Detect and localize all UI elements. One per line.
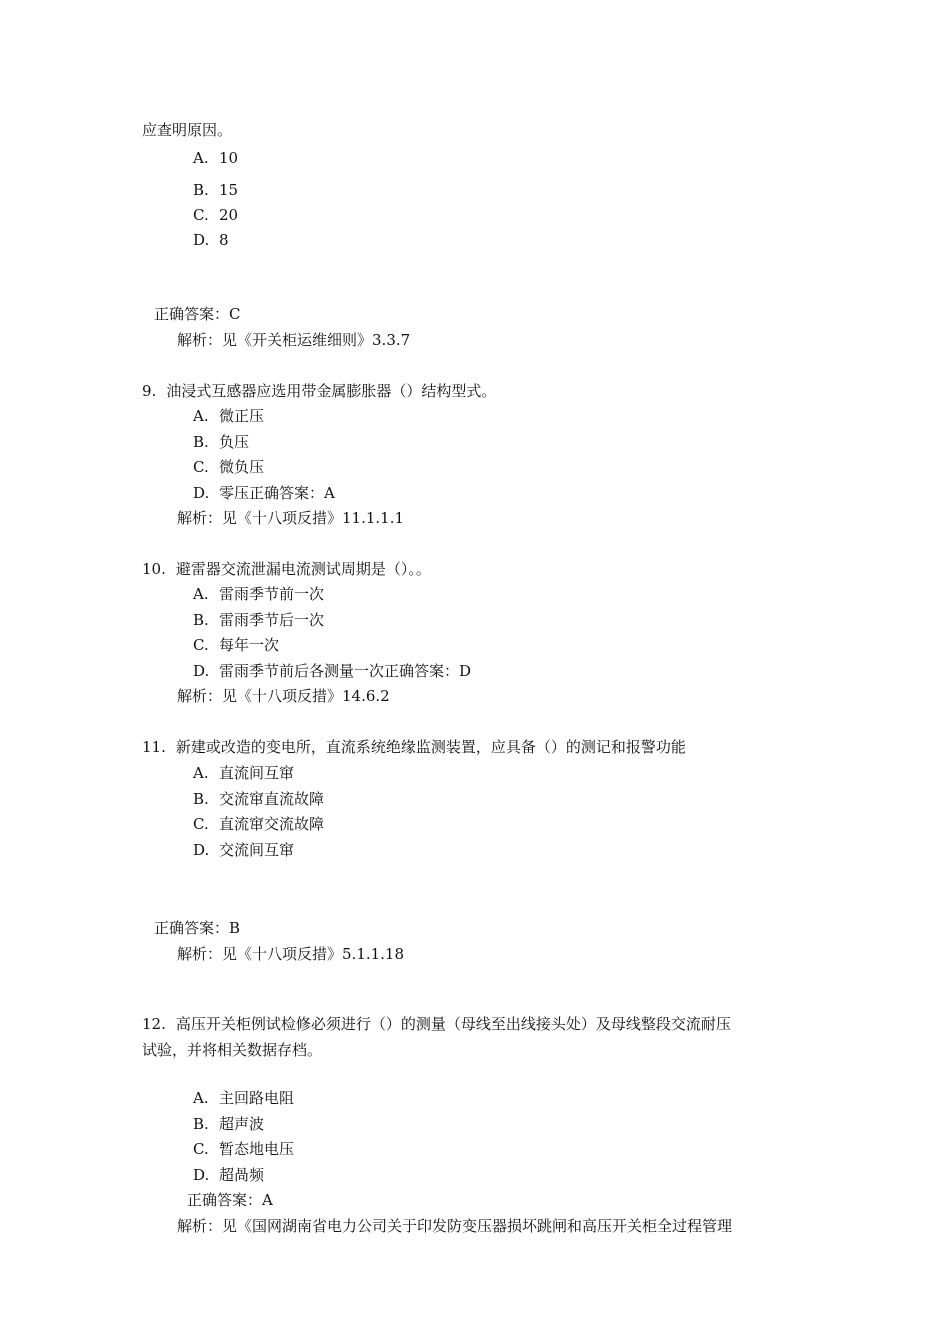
q10-option-b: B. 雷雨季节后一次	[193, 611, 325, 629]
q9-analysis: 解析：见《十八项反措》11.1.1.1	[177, 509, 405, 527]
q12-option-b: B. 超声波	[193, 1115, 265, 1133]
q10-analysis: 解析：见《十八项反措》14.6.2	[177, 687, 390, 705]
q11-option-a: A. 直流间互窜	[193, 764, 295, 782]
q11-option-b: B. 交流窜直流故障	[193, 790, 325, 808]
q8-option-b: B. 15	[193, 181, 239, 199]
q11-option-d: D. 交流间互窜	[193, 841, 295, 859]
q12-question-line1: 12. 高压开关柜例试检修必须进行（）的测量（母线至出线接头处）及母线整段交流耐压	[142, 1015, 731, 1033]
q8-option-d: D. 8	[193, 231, 229, 249]
q10-option-d: D. 雷雨季节前后各测量一次正确答案：D	[193, 662, 472, 680]
q8-question-tail: 应查明原因。	[142, 121, 233, 139]
q8-option-c: C. 20	[193, 206, 239, 224]
q11-analysis: 解析：见《十八项反措》5.1.1.18	[177, 945, 405, 963]
q8-analysis: 解析：见《开关柜运维细则》3.3.7	[177, 331, 411, 349]
q12-question-line2: 试验，并将相关数据存档。	[142, 1041, 323, 1059]
q9-option-b: B. 负压	[193, 433, 250, 451]
q12-answer: 正确答案：A	[187, 1191, 273, 1209]
q9-option-c: C. 微负压	[193, 458, 265, 476]
q12-analysis: 解析：见《国网湖南省电力公司关于印发防变压器损坏跳闸和高压开关柜全过程管理	[177, 1217, 733, 1235]
q12-option-a: A. 主回路电阻	[193, 1089, 295, 1107]
q10-question: 10. 避雷器交流泄漏电流测试周期是（）。。	[142, 560, 431, 578]
q9-question: 9. 油浸式互感器应选用带金属膨胀器（）结构型式。	[142, 382, 497, 400]
q11-answer: 正确答案：B	[154, 919, 241, 937]
q9-option-d: D. 零压正确答案：A	[193, 484, 335, 502]
q8-answer: 正确答案：C	[154, 305, 241, 323]
q12-option-c: C. 暂态地电压	[193, 1140, 295, 1158]
q11-question: 11. 新建或改造的变电所，直流系统绝缘监测装置，应具备（）的测记和报警功能	[142, 738, 686, 756]
q9-option-a: A. 微正压	[193, 407, 265, 425]
q12-option-d: D. 超咼频	[193, 1166, 265, 1184]
q10-option-a: A. 雷雨季节前一次	[193, 585, 325, 603]
q11-option-c: C. 直流窜交流故障	[193, 815, 325, 833]
q8-option-a: A. 10	[193, 149, 239, 167]
q10-option-c: C. 每年一次	[193, 636, 280, 654]
